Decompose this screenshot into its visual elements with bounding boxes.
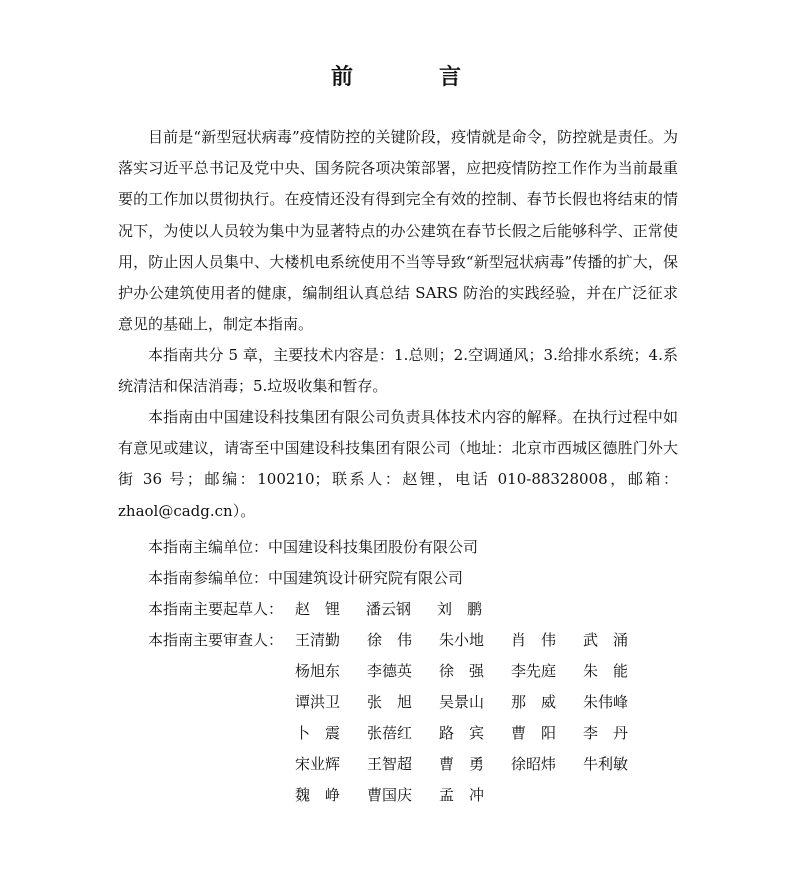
reviewer-row bbox=[295, 687, 655, 718]
reviewer-name: 路 宾 bbox=[439, 724, 485, 742]
reviewer-name: 王清勤 bbox=[295, 631, 341, 649]
reviewer-name: 徐 伟 bbox=[367, 631, 413, 649]
contact-paragraph: 本指南由中国建设科技集团有限公司负责具体技术内容的解释。在执行过程中如有意见或建议，请寄至中国建设科技集团有限公司（地址：北京市西城区德胜门外大街 36 号；邮编：100210；联系人：赵锂，电话 010-88328008，邮箱：zhaol@cadg.cn）。 bbox=[118, 408, 678, 520]
reviewer-name: 那 威 bbox=[511, 693, 557, 711]
reviewer-name: 曹 阳 bbox=[511, 724, 557, 742]
reviewer-name: 李先庭 bbox=[511, 662, 557, 680]
reviewer-name: 李 丹 bbox=[583, 724, 629, 742]
co-editor-value: 中国建筑设计研究院有限公司 bbox=[268, 569, 464, 587]
reviewer-row bbox=[295, 718, 655, 749]
reviewer-name: 朱小地 bbox=[439, 631, 485, 649]
drafter-name: 刘 鹏 bbox=[437, 600, 483, 618]
drafters-label: 本指南主要起草人： bbox=[148, 600, 284, 618]
chief-editor-value: 中国建设科技集团股份有限公司 bbox=[268, 538, 479, 556]
reviewer-name: 牛利敏 bbox=[583, 755, 629, 773]
chief-editor-line bbox=[148, 532, 478, 563]
reviewer-row bbox=[295, 625, 655, 656]
page-title: 前 言 bbox=[330, 64, 493, 90]
contents-paragraph: 本指南共分 5 章，主要技术内容是：1.总则；2.空调通风；3.给排水系统；4.系统清洁和保洁消毒；5.垃圾收集和暂存。 bbox=[118, 346, 678, 396]
reviewer-row bbox=[295, 749, 655, 780]
reviewer-name: 徐昭炜 bbox=[511, 755, 557, 773]
drafter-name: 潘云钢 bbox=[366, 600, 412, 618]
reviewer-name: 朱 能 bbox=[583, 662, 629, 680]
drafter-name: 赵 锂 bbox=[295, 600, 341, 618]
reviewer-name: 谭洪卫 bbox=[295, 693, 341, 711]
reviewer-row bbox=[295, 656, 655, 687]
reviewer-name: 吴景山 bbox=[439, 693, 485, 711]
reviewer-name: 肖 伟 bbox=[511, 631, 557, 649]
reviewer-name: 魏 峥 bbox=[295, 786, 341, 804]
co-editor-line bbox=[148, 563, 463, 594]
chief-editor-label: 本指南主编单位： bbox=[148, 538, 269, 556]
reviewer-name: 曹 勇 bbox=[439, 755, 485, 773]
reviewer-row bbox=[295, 780, 511, 811]
reviewer-name: 张蓓红 bbox=[367, 724, 413, 742]
co-editor-label: 本指南参编单位： bbox=[148, 569, 269, 587]
reviewer-name: 杨旭东 bbox=[295, 662, 341, 680]
reviewer-name: 徐 强 bbox=[439, 662, 485, 680]
reviewer-name: 武 涌 bbox=[583, 631, 629, 649]
reviewer-name: 张 旭 bbox=[367, 693, 413, 711]
reviewer-name: 曹国庆 bbox=[367, 786, 413, 804]
reviewer-name: 卜 震 bbox=[295, 724, 341, 742]
reviewer-name: 朱伟峰 bbox=[583, 693, 629, 711]
drafters-line bbox=[148, 594, 508, 625]
reviewer-name: 王智超 bbox=[367, 755, 413, 773]
reviewer-name: 宋业辉 bbox=[295, 755, 341, 773]
reviewer-name: 孟 冲 bbox=[439, 786, 485, 804]
intro-paragraph: 目前是“新型冠状病毒”疫情防控的关键阶段，疫情就是命令，防控就是责任。为落实习近平总书记及党中央、国务院各项决策部署，应把疫情防控工作作为当前最重要的工作加以贯彻执行。在疫情还没有得到完全有效的控制、春节长假也将结束的情况下，为使以人员较为集中为显著特点的办公建筑在春节长假之后能够科学、正常使用，防止因人员集中、大楼机电系统使用不当等导致“新型冠状病毒”传播的扩大，保护办公建筑使用者的健康，编制组认真总结 SARS 防治的实践经验，并在广泛征求意见的基础上，制定本指南。 bbox=[118, 128, 678, 334]
reviewers-label: 本指南主要审查人： bbox=[148, 631, 284, 649]
reviewer-name: 李德英 bbox=[367, 662, 413, 680]
